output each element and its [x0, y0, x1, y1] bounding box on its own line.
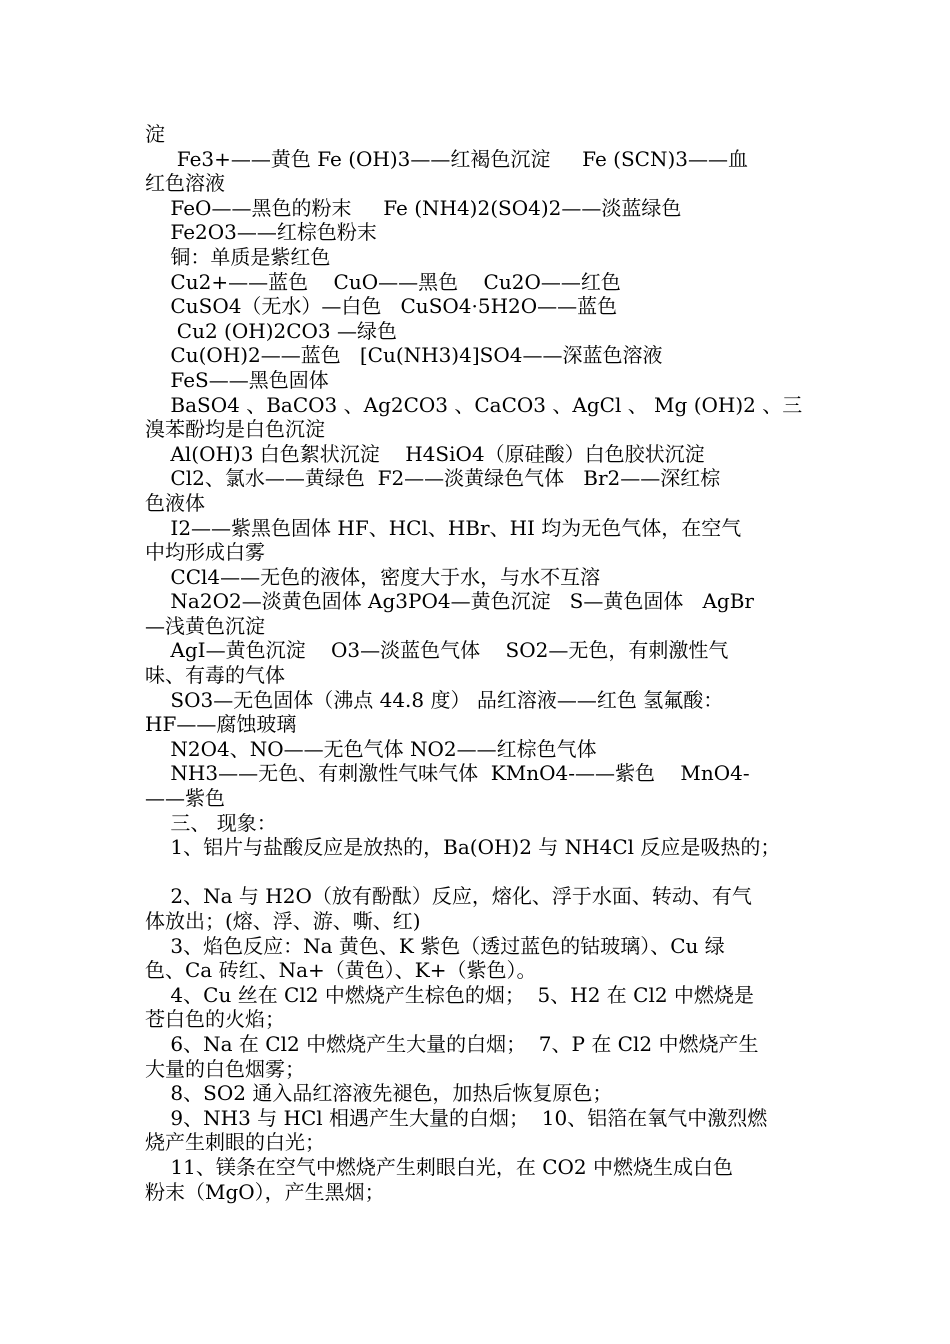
text-line: ——紫色 — [145, 786, 225, 811]
text-line: HF——腐蚀玻璃 — [145, 712, 297, 737]
text-line: 3、焰色反应：Na 黄色、K 紫色（透过蓝色的钴玻璃）、Cu 绿 — [145, 933, 725, 958]
text-line: 红色溶液 — [145, 171, 225, 196]
text-line: CCl4——无色的液体，密度大于水，与水不互溶 — [145, 564, 601, 589]
section-heading: 三、 现象： — [145, 810, 277, 835]
text-line: 中均形成白雾 — [145, 540, 265, 565]
text-line: 9、NH3 与 HCl 相遇产生大量的白烟； 10、铝箔在氧气中激烈燃 — [145, 1105, 768, 1130]
text-line: 色液体 — [145, 490, 205, 515]
text-line: 色、Ca 砖红、Na+（黄色）、K+（紫色）。 — [145, 958, 537, 983]
text-line: Cu2 (OH)2CO3 —绿色 — [145, 318, 398, 343]
text-line: 烧产生刺眼的白光； — [145, 1130, 325, 1155]
text-line: Fe3+——黄色 Fe (OH)3——红褐色沉淀 Fe (SCN)3——血 — [145, 146, 748, 171]
text-line: 味、有毒的气体 — [145, 663, 285, 688]
text-line: 铜：单质是紫红色 — [145, 244, 331, 269]
document-body — [145, 122, 815, 1204]
text-line: —浅黄色沉淀 — [145, 613, 265, 638]
text-line: N2O4、NO——无色气体 NO2——红棕色气体 — [145, 736, 597, 761]
text-line: 6、Na 在 Cl2 中燃烧产生大量的白烟； 7、P 在 Cl2 中燃烧产生 — [145, 1031, 759, 1056]
text-line: FeO——黑色的粉末 Fe (NH4)2(SO4)2——淡蓝绿色 — [145, 195, 682, 220]
text-line: I2——紫黑色固体 HF、HCl、HBr、HI 均为无色气体，在空气 — [145, 515, 742, 540]
text-line: Al(OH)3 白色絮状沉淀 H4SiO4（原硅酸）白色胶状沉淀 — [145, 441, 705, 466]
text-line: 1、铝片与盐酸反应是放热的，Ba(OH)2 与 NH4Cl 反应是吸热的； — [145, 835, 781, 860]
text-line: 11、镁条在空气中燃烧产生刺眼白光，在 CO2 中燃烧生成白色 — [145, 1154, 734, 1179]
text-line: 苍白色的火焰； — [145, 1007, 285, 1032]
text-line: AgI—黄色沉淀 O3—淡蓝色气体 SO2—无色，有刺激性气 — [145, 638, 729, 663]
text-line: NH3——无色、有刺激性气味气体 KMnO4-——紫色 MnO4- — [145, 761, 750, 786]
text-line: CuSO4（无水）—白色 CuSO4·5H2O——蓝色 — [145, 294, 618, 319]
text-line: 8、SO2 通入品红溶液先褪色，加热后恢复原色； — [145, 1081, 613, 1106]
blank-line — [145, 860, 815, 885]
text-line: 体放出；(熔、浮、游、嘶、红) — [145, 909, 421, 933]
text-line: BaSO4 、BaCO3 、Ag2CO3 、CaCO3 、AgCl 、 Mg (OH)2 、三 — [145, 392, 803, 417]
text-line: Cu(OH)2——蓝色 [Cu(NH3)4]SO4——深蓝色溶液 — [145, 343, 663, 368]
text-line: 4、Cu 丝在 Cl2 中燃烧产生棕色的烟； 5、H2 在 Cl2 中燃烧是 — [145, 982, 754, 1007]
text-line: Fe2O3——红棕色粉末 — [145, 220, 377, 245]
text-line: 大量的白色烟雾； — [145, 1056, 305, 1081]
text-line: SO3—无色固体（沸点 44.8 度） 品红溶液——红色 氢氟酸： — [145, 687, 724, 712]
text-line: Cl2、氯水——黄绿色 F2——淡黄绿色气体 Br2——深红棕 — [145, 466, 721, 491]
text-line: FeS——黑色固体 — [145, 367, 329, 392]
text-line: Na2O2—淡黄色固体 Ag3PO4—黄色沉淀 S—黄色固体 AgBr — [145, 589, 754, 614]
text-line: 粉末（MgO），产生黑烟； — [145, 1179, 385, 1204]
text-line: 溴苯酚均是白色沉淀 — [145, 417, 325, 442]
text-line: Cu2+——蓝色 CuO——黑色 Cu2O——红色 — [145, 269, 621, 294]
text-line: 淀 — [145, 122, 165, 146]
text-line: 2、Na 与 H2O（放有酚酞）反应，熔化、浮于水面、转动、有气 — [145, 884, 752, 909]
